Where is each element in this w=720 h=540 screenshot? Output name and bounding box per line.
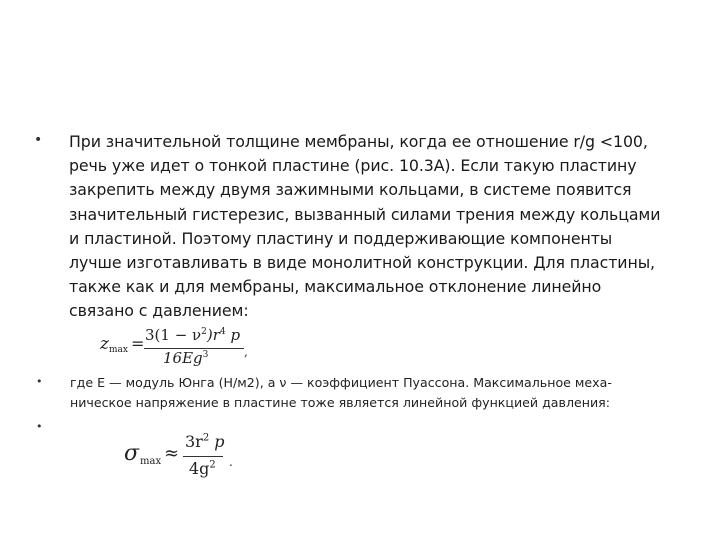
formula-lhs-subscript: max (109, 345, 128, 355)
text-line: лучше изготавливать в виде монолитной конструкции. Для пластины, (69, 253, 655, 273)
numerator-exp2: 4 (219, 327, 226, 337)
formula-lhs: z (100, 334, 109, 354)
text-line: При значительной толщине мембраны, когда ее отношение r/g <100, (69, 132, 648, 151)
text-line: и пластиной. Поэтому пластину и поддерживающие компоненты (69, 228, 613, 248)
formula-numerator (145, 326, 240, 344)
numerator-var: p (230, 326, 241, 344)
paragraph-young-modulus (70, 373, 690, 413)
formula-trail: . (229, 455, 233, 469)
formula-trail: , (244, 345, 248, 359)
formula-approx: ≈ (164, 443, 180, 464)
fraction-bar (183, 456, 223, 457)
text-line: ническое напряжение в пластине тоже является линейной функцией давления: (70, 395, 610, 410)
denominator-exp: 3 (202, 350, 209, 360)
text-line: значительный гистерезис, вызванный силами трения между кольцами (69, 204, 661, 224)
numerator-main: 3(1 − ν (145, 326, 202, 344)
numerator-var: p (214, 432, 225, 451)
bullet-marker: • (34, 132, 43, 148)
denominator-main: 4g (189, 459, 210, 478)
denominator-exp: 2 (209, 459, 216, 471)
numerator-exp: 2 (202, 432, 210, 444)
bullet-marker: • (36, 420, 43, 433)
text-line: где E — модуль Юнга (Н/м2), а ν — коэффициент Пуассона. Максимальное меха- (70, 375, 612, 390)
formula-lhs: σ (124, 441, 140, 466)
formula-denominator (189, 459, 216, 478)
formula-numerator (185, 432, 225, 451)
formula-equals: = (131, 334, 145, 353)
bullet-marker: • (36, 375, 43, 388)
text-line: закрепить между двумя зажимными кольцами, в системе появится (69, 180, 632, 200)
text-line: связано с давлением: (69, 301, 249, 321)
formula-lhs-subscript: max (140, 456, 162, 467)
formula-denominator (163, 349, 208, 367)
denominator-main: 16Eg (163, 349, 203, 367)
numerator-main: 3r (185, 432, 203, 451)
numerator-rest: )r (206, 326, 220, 344)
text-line: также как и для мембраны, максимальное отклонение линейно (69, 277, 602, 297)
text-line: речь уже идет о тонкой пластине (рис. 10.3А). Если такую пластину (69, 156, 637, 176)
numerator-exp1: 2 (201, 327, 207, 337)
paragraph-thick-plate (69, 130, 689, 324)
